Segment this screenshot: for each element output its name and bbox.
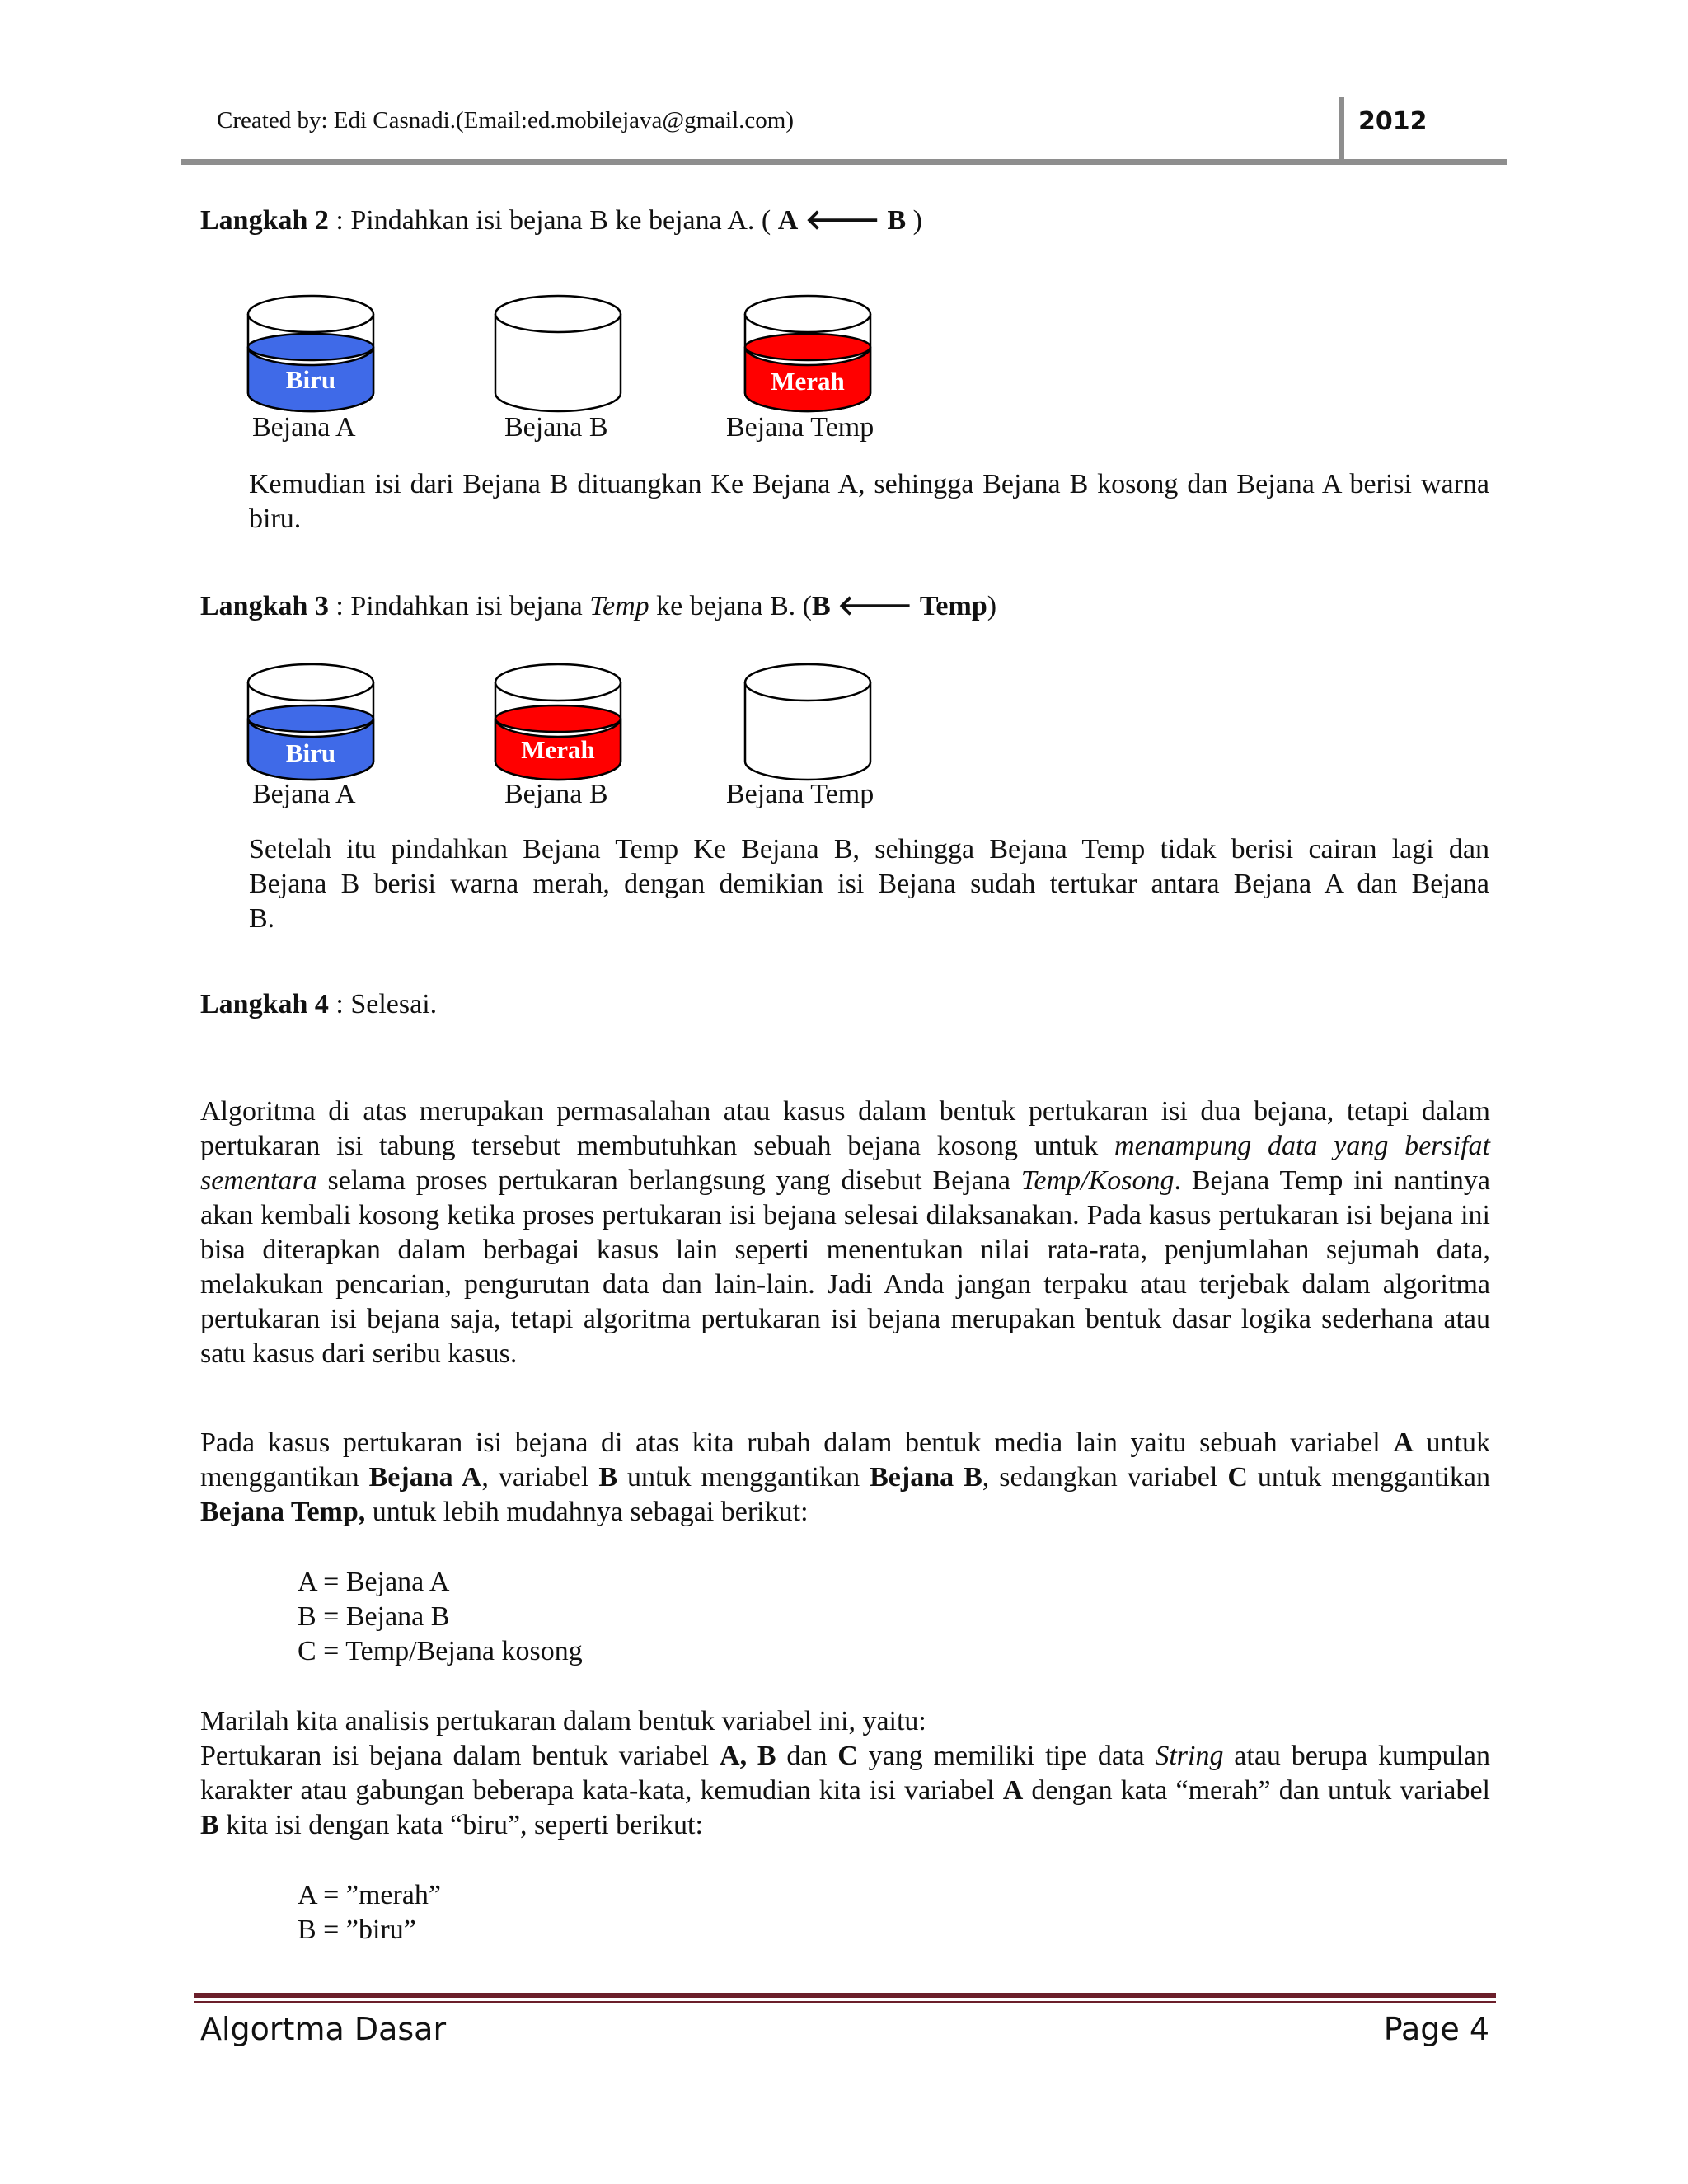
step-2-description: Kemudian isi dari Bejana B dituangkan Ke Bejana A, sehingga Bejana B kosong dan Bejana A berisi warna biru. [249,469,1489,534]
beaker-a-step3 [246,656,375,788]
step-3-description: Setelah itu pindahkan Bejana Temp Ke Bejana B, sehingga Bejana Temp tidak berisi cairan lagi dan Bejana B berisi warna merah, dengan demikian isi Bejana sudah tertukar antara Bejana A dan Bejana B. [249,834,1489,934]
step-3-heading: Langkah 3 : Pindahkan isi bejana Temp ke bejana B. (B 🡐 Temp) [200,591,997,621]
variable-definition-list [298,1565,583,1669]
beaker-label-a: Bejana A [252,779,356,809]
paragraph-algorithm-explanation: Algoritma di atas merupakan permasalahan atau kasus dalam bentuk pertukaran isi dua bejana, tetapi dalam pertukaran isi tabung tersebut membutuhkan sebuah bejana kosong untuk menampung data yang bersifat sementara selama proses pertukaran berlangsung yang disebut Bejana Temp/Kosong. Bejana Temp ini nantinya akan kembali kosong ketika proses pertukaran isi bejana selesai dilaksanakan. Pada kasus pertukaran isi bejana ini bisa diterapkan dalam berbagai kasus lain seperti menentukan nilai rata-rata, penjumlahan sejumah data, melakukan pencarian, pengurutan data dan lain-lain. Jadi Anda jangan terpaku atau terjebak dalam algoritma pertukaran isi bejana saja, tetapi algoritma pertukaran isi bejana merupakan bentuk dasar logika sederhana atau satu kasus dari seribu kasus. [200,1096,1490,1369]
header-separator [1339,97,1344,160]
footer-page-number: Page 4 [1383,2011,1489,2047]
header-created-by: Created by: Edi Casnadi.(Email:ed.mobilejava@gmail.com) [217,107,794,134]
beaker-label-temp: Bejana Temp [726,779,874,809]
beaker-a-step2 [246,288,375,419]
beaker-temp-step3 [743,656,872,788]
beaker-label-temp: Bejana Temp [726,412,874,443]
arrow-left-icon: 🡐 [837,591,913,621]
paragraph-analysis: Marilah kita analisis pertukaran dalam bentuk variabel ini, yaitu: Pertukaran isi bejana dalam bentuk variabel A, B dan C yang memiliki tipe data String atau berupa kumpulan karakter atau gabungan beberapa kata-kata, kemudian kita isi variabel A dengan kata “merah” dan untuk variabel B kita isi dengan kata “biru”, seperti berikut: [200,1706,1491,1840]
footer-rule-thin [194,2001,1496,2003]
list-item: A = ”merah” [298,1880,441,1910]
beaker-a-content: Biru [285,738,336,767]
footer-title: Algortma Dasar [200,2011,447,2047]
beaker-b-content: Merah [521,735,595,764]
paragraph-variable-mapping: Pada kasus pertukaran isi bejana di atas kita rubah dalam bentuk media lain yaitu sebuah variabel A untuk menggantikan Bejana A, variabel B untuk menggantikan Bejana B, sedangkan variabel C untuk menggantikan Bejana Temp, untuk lebih mudahnya sebagai berikut: [200,1427,1490,1527]
beaker-label-b: Bejana B [504,412,608,443]
beaker-b-step3 [494,656,622,788]
variable-value-list [298,1878,441,1947]
beaker-label-a: Bejana A [252,412,356,443]
list-item: C = Temp/Bejana kosong [298,1636,583,1666]
beaker-temp-content: Merah [771,367,845,396]
step-4-heading: Langkah 4 : Selesai. [200,989,438,1019]
beaker-b-step2 [494,288,622,419]
beaker-temp-step2 [743,288,872,419]
footer-rule [194,1993,1496,1998]
header-year: 2012 [1358,107,1428,136]
beaker-label-b: Bejana B [504,779,608,809]
arrow-left-icon: 🡐 [804,205,880,236]
list-item: B = ”biru” [298,1915,416,1945]
header-rule [181,159,1507,165]
step-2-heading: Langkah 2 : Pindahkan isi bejana B ke bejana A. ( A 🡐 B ) [200,205,922,236]
beaker-a-content: Biru [285,365,336,394]
list-item: B = Bejana B [298,1601,450,1632]
list-item: A = Bejana A [298,1567,450,1597]
